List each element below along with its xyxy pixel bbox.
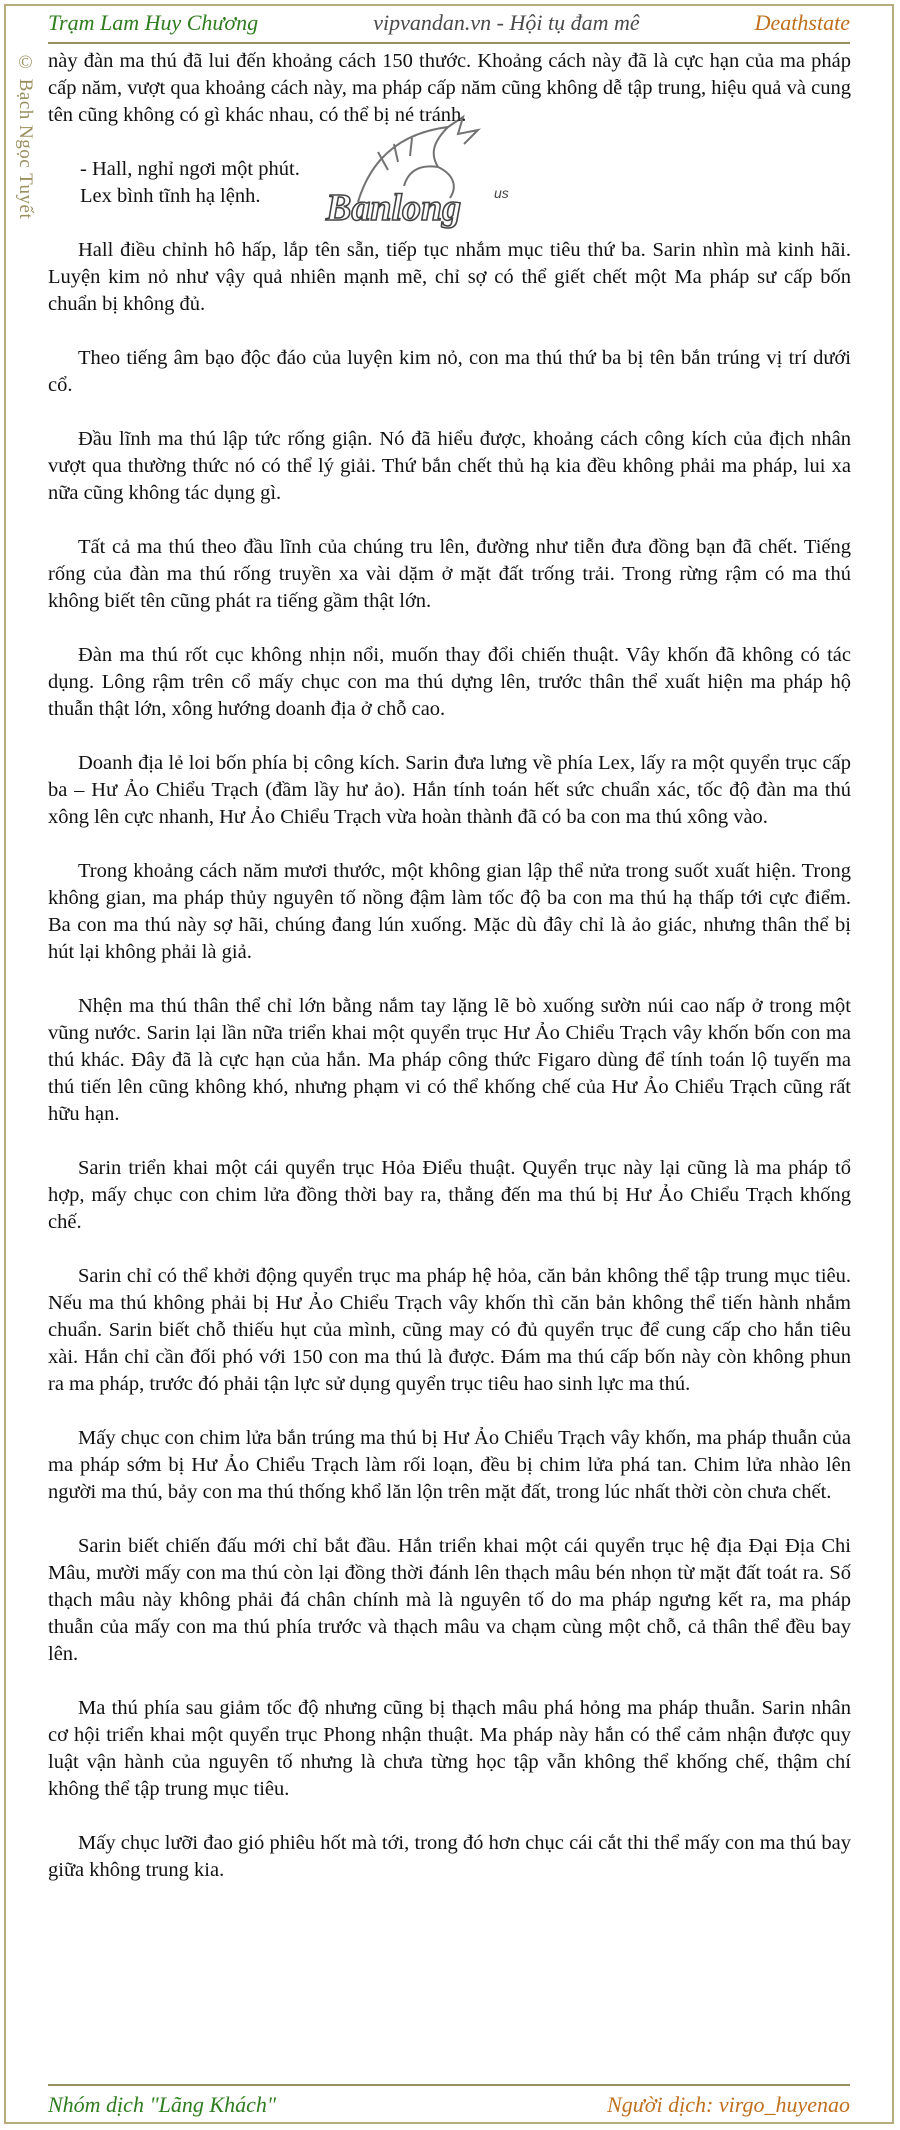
paragraph-13: Ma thú phía sau giảm tốc độ nhưng cũng bị thạch mâu phá hỏng ma pháp thuẫn. Sarin nhân cơ hội triển khai một quyển trục Phong nhận thuật. Ma pháp này hắn có thể cảm nhận được quy luật vận hành của nguyên tố nhưng là chưa từng học tập vẫn không thể khống chế, thậm chí không thể tập trung mục tiêu. <box>48 1697 851 1800</box>
paragraph-8: Nhện ma thú thân thể chỉ lớn bằng nắm tay lặng lẽ bò xuống sườn núi cao nấp ở trong một vũng nước. Sarin lại lần nữa triển khai một quyển trục Hư Ảo Chiểu Trạch vây khốn bốn con ma thú khác. Đây đã là cực hạn của hắn. Ma pháp công thức Figaro dùng để tính toán lộ tuyến ma thú tiến lên cũng không khó, nhưng phạm vi có thể khống chế của Hư Ảo Chiểu Trạch cũng rất hữu hạn. <box>48 995 851 1125</box>
paragraph-14: Mấy chục lưỡi đao gió phiêu hốt mà tới, trong đó hơn chục cái cắt thi thể mấy con ma thú bay giữa không trung kia. <box>48 1832 851 1881</box>
dialog-line-0: - Hall, nghỉ ngơi một phút. <box>80 158 300 180</box>
paragraph-5: Đàn ma thú rốt cục không nhịn nổi, muốn thay đổi chiến thuật. Vây khốn đã không có tác dụng. Lông rậm trên cổ mấy chục con ma thú dựng lên, trước thân thể xuất hiện ma pháp hộ thuẫn thật lớn, xông hướng doanh địa ở chỗ cao. <box>48 644 851 720</box>
footer-translator: Người dịch: virgo_huyenao <box>607 2092 850 2117</box>
paragraph-12: Sarin biết chiến đấu mới chỉ bắt đầu. Hắn triển khai một cái quyển trục hệ địa Đại Địa Chi Mâu, mười mấy con ma thú còn lại đồng thời đánh lên thạch mâu bén nhọn từ mặt đất toát ra. Số thạch mâu này không phải đá chân chính mà là nguyên tố do ma pháp ngưng kết ra, ma pháp thuẫn của mấy con ma thú phía trước và thạch mâu va chạm cùng một chỗ, cả thân thể đều bay lên. <box>48 1535 851 1665</box>
paragraph-4: Tất cả ma thú theo đầu lĩnh của chúng tru lên, đường như tiễn đưa đồng bạn đã chết. Tiếng rống của đàn ma thú rống truyền xa vài dặm ở mặt đất trống trải. Trong rừng rậm có ma thú không biết tên cũng phát ra tiếng gầm thật lớn. <box>48 536 851 612</box>
paragraph-2: Theo tiếng âm bạo độc đáo của luyện kim nỏ, con ma thú thứ ba bị tên bắn trúng vị trí dưới cổ. <box>48 347 851 396</box>
paragraph-9: Sarin triển khai một cái quyển trục Hỏa Điểu thuật. Quyển trục này lại cũng là ma pháp tổ hợp, mấy chục con chim lửa đồng thời bay ra, thẳng đến ma thú bị Hư Ảo Chiểu Trạch khống chế. <box>48 1157 851 1233</box>
header-author: Deathstate <box>754 10 850 35</box>
paragraph-11: Mấy chục con chim lửa bắn trúng ma thú bị Hư Ảo Chiểu Trạch vây khốn, ma pháp thuẫn của ma pháp sớm bị Hư Ảo Chiểu Trạch làm rối loạn, đều bị chim lửa phá tan. Chim lửa nhào lên người ma thú, bảy con ma thú thống khổ lăn lộn trên mặt đất, trong lúc nhất thời còn chưa chết. <box>48 1427 851 1503</box>
header-title: Trạm Lam Huy Chương <box>48 10 259 35</box>
header-site: vipvandan.vn - Hội tụ đam mê <box>373 10 640 35</box>
dialog-line-1: Lex bình tĩnh hạ lệnh. <box>80 185 261 207</box>
dragon-logo-watermark <box>318 112 518 240</box>
watermark-text: Banlong <box>326 187 462 229</box>
page-footer <box>48 2088 850 2122</box>
side-credit: © Bạch Ngọc Tuyết <box>15 52 36 220</box>
footer-group: Nhóm dịch "Lãng Khách" <box>48 2092 277 2117</box>
footer-rule <box>48 2084 850 2086</box>
paragraph-7: Trong khoảng cách năm mươi thước, một không gian lập thể nửa trong suốt xuất hiện. Trong không gian, ma pháp thủy nguyên tố nồng đậm làm tốc độ ba con ma thú hạ thấp tới cực điểm. Ba con ma thú này sợ hãi, chúng đang lún xuống. Mặc dù đây chỉ là ảo giác, nhưng thân thể bị hút lại không phải là giả. <box>48 860 851 963</box>
paragraph-3: Đầu lĩnh ma thú lập tức rống giận. Nó đã hiểu được, khoảng cách công kích của địch nhân vượt qua thường thức nó có thể lý giải. Thứ bắn chết thủ hạ kia đều không phải ma pháp, lui xa nữa cũng không tác dụng gì. <box>48 428 851 504</box>
paragraph-0: này đàn ma thú đã lui đến khoảng cách 150 thước. Khoảng cách này đã là cực hạn của ma pháp cấp năm, vượt qua khoảng cách này, ma pháp cấp năm cũng không dễ tập trung, hiệu quả và cung tên cũng không có gì khác nhau, có thể bị né tránh. <box>48 50 851 126</box>
chapter-content <box>48 48 851 1911</box>
paragraph-1: Hall điều chỉnh hô hấp, lắp tên sẵn, tiếp tục nhắm mục tiêu thứ ba. Sarin nhìn mà kinh hãi. Luyện kim nỏ như vậy quả nhiên mạnh mẽ, chỉ sợ có thể giết chết một Ma pháp sư cấp bốn chuẩn bị không đủ. <box>48 239 851 315</box>
paragraph-10: Sarin chỉ có thể khởi động quyển trục ma pháp hệ hỏa, căn bản không thể tập trung mục tiêu. Nếu ma thú không phải bị Hư Ảo Chiểu Trạch vây khốn thì căn bản không thể tiến hành nhắm chuẩn. Sarin biết chỗ thiếu hụt của mình, cũng may có đủ quyển trục để cung cấp cho hắn tiêu xài. Hắn chỉ cần đối phó với 150 con ma thú là được. Đám ma thú cấp bốn này còn không phun ra ma pháp, trước đó phải tận lực sử dụng quyển trục tiêu hao sinh lực ma thú. <box>48 1265 851 1395</box>
paragraph-6: Doanh địa lẻ loi bốn phía bị công kích. Sarin đưa lưng về phía Lex, lấy ra một quyển trục cấp ba – Hư Ảo Chiểu Trạch (đầm lầy hư ảo). Hắn tính toán hết sức chuẩn xác, tốc độ đàn ma thú xông lên cực nhanh, Hư Ảo Chiểu Trạch vừa hoàn thành đã có ba con ma thú xông vào. <box>48 752 851 828</box>
watermark-sup: us <box>494 185 509 201</box>
page-header <box>48 6 850 40</box>
header-rule <box>48 42 850 44</box>
